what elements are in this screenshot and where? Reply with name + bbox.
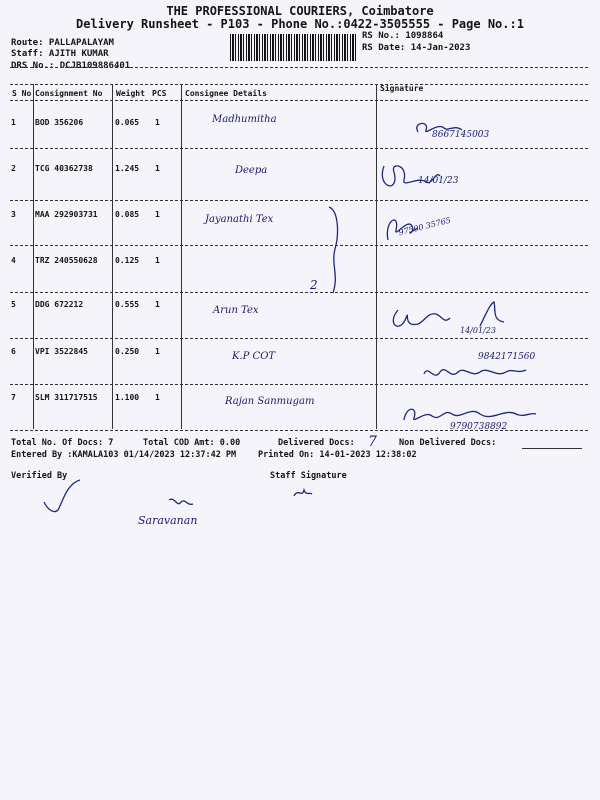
printed-on: Printed On: 14-01-2023 12:38:02 [258, 450, 417, 460]
row-pcs: 1 [155, 393, 160, 402]
col-header-pcs: PCS [152, 89, 167, 98]
col-header-signature: Signature [380, 84, 424, 93]
row-sno: 5 [11, 300, 16, 309]
total-cod-amount: Total COD Amt: 0.00 [143, 438, 241, 448]
staff-initial-mark [290, 484, 314, 500]
runsheet-title: Delivery Runsheet - P103 - Phone No.:0422-3505555 - Page No.:1 [76, 17, 524, 31]
column-divider [112, 84, 113, 429]
row-sno: 6 [11, 347, 16, 356]
col-header-sno: S No [12, 89, 32, 98]
row-pcs: 1 [155, 256, 160, 265]
staff-handwritten-name: Saravanan [138, 514, 198, 527]
handwritten-consignee: Madhumitha [212, 114, 277, 125]
handwritten-phone: 97500 35765 [397, 215, 452, 238]
signature-mark [410, 118, 470, 140]
row-pcs: 1 [155, 210, 160, 219]
row-sno: 4 [11, 256, 16, 265]
staff-signature-label: Staff Signature [270, 471, 347, 481]
table-bottom-rule [10, 430, 588, 431]
row-divider [10, 200, 588, 201]
row-consignment: TRZ 240550628 [35, 256, 98, 265]
col-header-weight: Weight [116, 89, 145, 98]
rs-number: RS No.: 1098864 [362, 31, 444, 41]
signature-mark [384, 304, 454, 336]
staff-label: Staff: AJITH KUMAR [11, 49, 109, 59]
table-top-rule [10, 84, 588, 85]
col-header-consignee: Consignee Details [185, 89, 267, 98]
non-delivered-docs-label: Non Delivered Docs: [399, 438, 497, 448]
handwritten-date: 14/01/23 [460, 326, 496, 335]
col-header-consignment: Consignment No [35, 89, 103, 98]
signature-mark [420, 362, 530, 384]
signature-mark [476, 300, 506, 330]
column-divider [181, 84, 182, 429]
handwritten-consignee: Deepa [235, 165, 268, 176]
row-sno: 7 [11, 393, 16, 402]
handwritten-consignee: Rajan Sanmugam [225, 396, 315, 407]
row-pcs: 1 [155, 118, 160, 127]
handwritten-date: 14/01/23 [418, 176, 459, 186]
rs-date: RS Date: 14-Jan-2023 [362, 43, 471, 53]
bracket-mark [325, 205, 345, 295]
barcode [230, 34, 357, 61]
column-divider [33, 84, 34, 429]
row-divider [10, 292, 588, 293]
handwritten-consignee: Arun Tex [213, 305, 259, 316]
row-consignment: TCG 40362738 [35, 164, 93, 173]
row-consignment: SLM 311717515 [35, 393, 98, 402]
total-docs: Total No. Of Docs: 7 [11, 438, 114, 448]
row-sno: 2 [11, 164, 16, 173]
row-weight: 0.125 [115, 256, 140, 265]
handwritten-phone: 9842171560 [478, 352, 536, 362]
row-consignment: VPI 3522845 [35, 347, 88, 356]
delivered-docs-value: 7 [368, 434, 377, 450]
handwritten-consignee: Jayanathi Tex [205, 214, 274, 225]
signature-mark [382, 210, 422, 244]
drs-number: DRS No.: DCJB109886401 [11, 61, 131, 71]
row-weight: 0.250 [115, 347, 140, 356]
handwritten-consignee: K.P COT [232, 351, 276, 362]
row-pcs: 1 [155, 347, 160, 356]
staff-initial-mark [165, 494, 195, 514]
row-weight: 0.065 [115, 118, 140, 127]
table-header-rule [10, 100, 588, 101]
signature-mark [400, 402, 540, 426]
verified-by-label: Verified By [11, 471, 68, 481]
non-delivered-blank [522, 448, 582, 449]
company-name: THE PROFESSIONAL COURIERS, Coimbatore [166, 4, 434, 18]
row-sno: 1 [11, 118, 16, 127]
row-weight: 1.245 [115, 164, 140, 173]
row-divider [10, 384, 588, 385]
handwritten-phone: 8667145003 [432, 130, 490, 140]
handwritten-note: 2 [310, 278, 318, 292]
row-divider [10, 338, 588, 339]
row-consignment: BOD 356206 [35, 118, 84, 127]
row-weight: 0.085 [115, 210, 140, 219]
signature-mark [374, 158, 444, 198]
delivered-docs-label: Delivered Docs: [278, 438, 355, 448]
row-divider [10, 148, 588, 149]
row-weight: 0.555 [115, 300, 140, 309]
row-consignment: MAA 292903731 [35, 210, 98, 219]
column-divider [376, 84, 377, 429]
row-consignment: DDG 672212 [35, 300, 84, 309]
row-weight: 1.100 [115, 393, 140, 402]
row-pcs: 1 [155, 300, 160, 309]
header-divider [10, 67, 588, 68]
entered-by: Entered By :KAMALA103 01/14/2023 12:37:42 PM [11, 450, 237, 460]
row-divider [10, 245, 588, 246]
route-label: Route: PALLAPALAYAM [11, 38, 114, 48]
row-pcs: 1 [155, 164, 160, 173]
row-sno: 3 [11, 210, 16, 219]
handwritten-phone: 9790738892 [450, 422, 508, 432]
verifier-signature [40, 476, 100, 516]
